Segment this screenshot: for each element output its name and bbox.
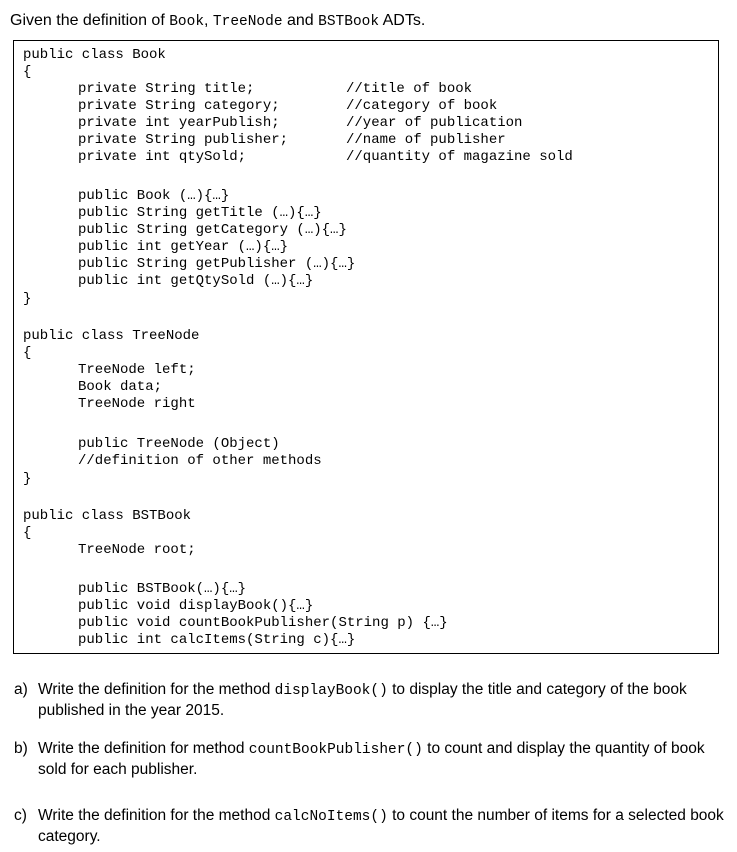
question-text: to count and display the quantity of book sold for each publisher. [38,740,705,778]
treenode-field: TreeNode left; [78,362,196,378]
intro-text-2: , [204,12,213,29]
treenode-field: Book data; [78,379,163,395]
treenode-close-brace: } [23,471,32,487]
book-class-header: public class Book [23,47,166,63]
bstbook-method: public BSTBook(…){…} [78,581,247,597]
book-field-decl: private int yearPublish; [78,115,280,131]
code-box [13,40,719,654]
question-text: Write the definition for method [38,740,249,757]
book-close-brace: } [23,291,32,307]
bstbook-method: public void displayBook(){…} [78,598,314,614]
intro-book-name: Book [169,14,205,30]
question-method-name: countBookPublisher() [248,742,423,758]
treenode-class-header: public class TreeNode [23,328,200,344]
book-field-comment: //year of publication [346,115,523,131]
book-field-decl: private int qtySold; [78,149,247,165]
book-method: public String getCategory (…){…} [78,222,347,238]
bstbook-method: public void countBookPublisher(String p) {…} [78,615,448,631]
book-method: public Book (…){…} [78,188,230,204]
intro-treenode-name: TreeNode [212,14,283,30]
bstbook-method: public int calcItems(String c){…} [78,632,356,648]
treenode-open-brace: { [23,345,32,361]
bstbook-class-header: public class BSTBook [23,508,192,524]
book-field-comment: //title of book [346,81,473,97]
question-text: to display the title and category of the book published in the year 2015. [38,681,687,719]
book-field-decl: private String title; [78,81,255,97]
book-field-decl: private String category; [78,98,280,114]
book-method: public int getYear (…){…} [78,239,289,255]
intro-bstbook-name: BSTBook [318,14,380,30]
book-field-decl: private String publisher; [78,132,289,148]
bstbook-field: TreeNode root; [78,542,196,558]
book-field-comment: //category of book [346,98,498,114]
question-text: to count the number of items for a selected book category. [38,807,724,845]
bstbook-open-brace: { [23,525,32,541]
question-label: c) [14,807,27,824]
book-method: public String getTitle (…){…} [78,205,322,221]
book-open-brace: { [23,64,32,80]
intro-text-3: and [282,12,319,29]
question-text: Write the definition for the method [38,681,275,698]
intro-text-1: Given the definition of [10,12,170,29]
question-method-name: calcNoItems() [274,809,388,825]
treenode-comment: //definition of other methods [78,453,322,469]
question-method-name: displayBook() [274,683,388,699]
book-field-comment: //quantity of magazine sold [346,149,573,165]
question-label: a) [14,681,28,698]
book-method: public String getPublisher (…){…} [78,256,356,272]
book-field-comment: //name of publisher [346,132,506,148]
question-text: Write the definition for the method [38,807,275,824]
intro-text-4: ADTs. [379,12,426,29]
intro-sentence [10,12,425,30]
book-method: public int getQtySold (…){…} [78,273,314,289]
question-label: b) [14,740,28,757]
treenode-method: public TreeNode (Object) [78,436,280,452]
treenode-field: TreeNode right [78,396,196,412]
